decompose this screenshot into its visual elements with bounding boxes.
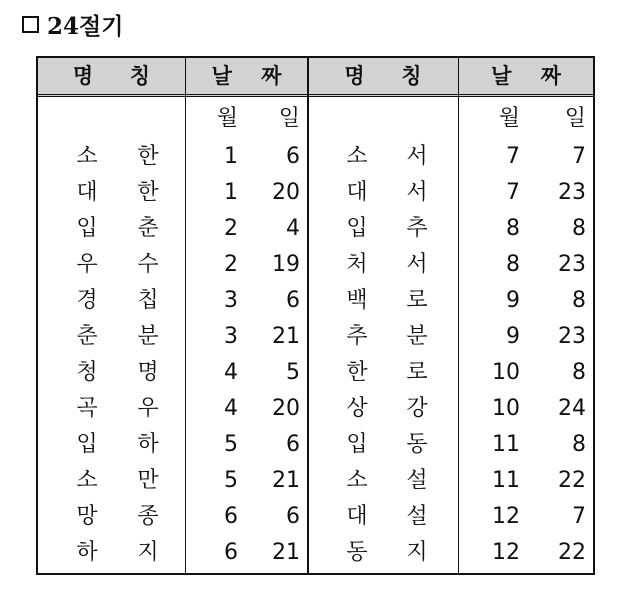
term-name-char-1: 백 [346, 288, 368, 313]
term-month: 12 [492, 504, 520, 529]
solar-terms-table [36, 56, 595, 575]
term-name-char-1: 대 [76, 180, 98, 205]
term-day: 6 [286, 432, 300, 457]
term-name-char-1: 하 [76, 540, 98, 565]
term-day: 6 [286, 504, 300, 529]
term-name-char-2: 분 [137, 324, 159, 349]
term-day: 23 [558, 324, 586, 349]
term-name-char-1: 한 [346, 360, 368, 385]
term-name-char-2: 서 [406, 144, 428, 169]
term-month: 10 [492, 396, 520, 421]
term-day: 22 [558, 468, 586, 493]
day-label-right: 일 [564, 106, 586, 131]
term-name-char-2: 우 [137, 396, 159, 421]
term-day: 20 [272, 396, 300, 421]
term-name-char-2: 한 [137, 180, 159, 205]
term-name-char-2: 춘 [137, 216, 159, 241]
term-name-char-2: 만 [137, 468, 159, 493]
term-name-char-1: 소 [76, 468, 98, 493]
center-divider [307, 58, 309, 573]
term-name-char-2: 지 [406, 540, 428, 565]
term-month: 4 [224, 360, 238, 385]
term-month: 9 [506, 288, 520, 313]
term-day: 8 [572, 216, 586, 241]
term-name-char-1: 망 [76, 504, 98, 529]
term-month: 10 [492, 360, 520, 385]
header-date-left [186, 58, 307, 94]
header-name-char-2: 칭 [129, 64, 151, 88]
term-name-char-2: 서 [406, 252, 428, 277]
term-name-char-2: 추 [406, 216, 428, 241]
term-month: 5 [224, 468, 238, 493]
term-day: 23 [558, 180, 586, 205]
header-name-right [308, 58, 458, 94]
header-date-right [459, 58, 593, 94]
checkbox-square-icon [22, 16, 39, 33]
term-name-char-1: 곡 [76, 396, 98, 421]
term-month: 1 [224, 180, 238, 205]
term-month: 6 [224, 504, 238, 529]
term-name-char-2: 수 [137, 252, 159, 277]
term-day: 21 [272, 324, 300, 349]
term-month: 7 [506, 180, 520, 205]
term-name-char-2: 설 [406, 504, 428, 529]
term-name-char-2: 로 [406, 360, 428, 385]
term-name-char-2: 칩 [137, 288, 159, 313]
term-name-char-1: 우 [76, 252, 98, 277]
term-name-char-1: 춘 [76, 324, 98, 349]
term-day: 4 [286, 216, 300, 241]
term-month: 4 [224, 396, 238, 421]
term-month: 6 [224, 540, 238, 565]
term-name-char-1: 소 [76, 144, 98, 169]
term-day: 21 [272, 468, 300, 493]
term-month: 12 [492, 540, 520, 565]
term-name-char-2: 분 [406, 324, 428, 349]
term-name-char-1: 대 [346, 180, 368, 205]
term-month: 8 [506, 252, 520, 277]
term-name-char-1: 대 [346, 504, 368, 529]
term-name-char-1: 입 [76, 432, 98, 457]
term-day: 24 [558, 396, 586, 421]
term-month: 11 [492, 468, 520, 493]
term-day: 22 [558, 540, 586, 565]
term-name-char-2: 한 [137, 144, 159, 169]
day-label-left: 일 [278, 106, 300, 131]
term-name-char-1: 경 [76, 288, 98, 313]
term-name-char-1: 청 [76, 360, 98, 385]
term-day: 8 [572, 360, 586, 385]
term-name-char-1: 추 [346, 324, 368, 349]
term-month: 3 [224, 324, 238, 349]
month-label-left: 월 [216, 106, 238, 131]
term-day: 5 [286, 360, 300, 385]
term-day: 7 [572, 504, 586, 529]
term-month: 9 [506, 324, 520, 349]
term-name-char-2: 지 [137, 540, 159, 565]
term-day: 7 [572, 144, 586, 169]
term-month: 2 [224, 216, 238, 241]
term-day: 19 [272, 252, 300, 277]
term-day: 8 [572, 432, 586, 457]
term-name-char-2: 명 [137, 360, 159, 385]
header-date-char-1: 날 [211, 64, 232, 88]
term-name-char-2: 강 [406, 396, 428, 421]
header-name-char-2: 칭 [401, 64, 422, 88]
term-name-char-2: 동 [406, 432, 428, 457]
term-day: 8 [572, 288, 586, 313]
header-name-char-1: 명 [72, 64, 94, 88]
term-day: 21 [272, 540, 300, 565]
document-title [22, 8, 123, 40]
term-name-char-1: 동 [346, 540, 368, 565]
term-name-char-2: 설 [406, 468, 428, 493]
term-month: 11 [492, 432, 520, 457]
term-name-char-1: 입 [76, 216, 98, 241]
title-text: 24절기 [47, 12, 124, 40]
term-month: 3 [224, 288, 238, 313]
term-month: 7 [506, 144, 520, 169]
month-label-right: 월 [498, 106, 520, 131]
term-name-char-1: 상 [346, 396, 368, 421]
table-header [38, 58, 593, 97]
header-date-char-2: 짜 [261, 64, 282, 88]
header-date-char-2: 짜 [540, 64, 561, 88]
term-name-char-1: 처 [346, 252, 368, 277]
term-name-char-2: 종 [137, 504, 159, 529]
term-day: 6 [286, 288, 300, 313]
term-name-char-1: 소 [346, 144, 368, 169]
header-name-char-1: 명 [344, 64, 365, 88]
term-name-char-1: 입 [346, 216, 368, 241]
term-name-char-1: 소 [346, 468, 368, 493]
term-name-char-1: 입 [346, 432, 368, 457]
term-name-char-2: 하 [137, 432, 159, 457]
term-month: 5 [224, 432, 238, 457]
term-month: 2 [224, 252, 238, 277]
term-day: 6 [286, 144, 300, 169]
term-name-char-2: 로 [406, 288, 428, 313]
term-month: 8 [506, 216, 520, 241]
term-day: 23 [558, 252, 586, 277]
term-month: 1 [224, 144, 238, 169]
header-date-char-1: 날 [491, 64, 512, 88]
term-day: 20 [272, 180, 300, 205]
term-name-char-2: 서 [406, 180, 428, 205]
header-name-left [38, 58, 185, 94]
